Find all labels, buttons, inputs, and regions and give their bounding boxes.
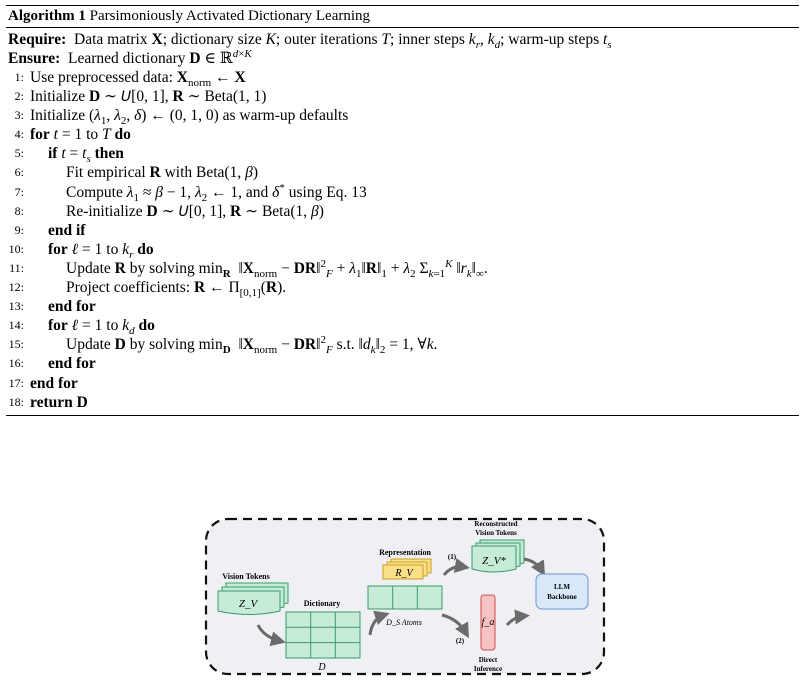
step-1-label: (1) [447,553,457,561]
line-number: 11: [9,260,24,275]
z-v-label: Z_V [238,598,258,610]
ds-atoms-label: D_S Atoms [386,618,422,627]
algo-line-7 [6,183,799,202]
line-text: return D [30,393,88,411]
algorithm-caption [6,6,799,27]
line-text: Project coefficients: R ← $\Pi_{[0,1]}(R)$. [66,279,287,300]
line-number: 15: [8,337,24,352]
algorithm-block [6,5,799,416]
line-text: for ℓ = 1 to $k_d$ do [48,317,155,338]
line-number: 13: [8,299,24,314]
ensure-text: Learned dictionary D ∈ ℝ$^{d\times K}$ [64,47,252,67]
require-line [6,30,799,52]
algo-line-6 [6,163,799,182]
line-text: Initialize D ∼ U[0, 1], R ∼ Beta(1, 1) [30,88,267,106]
require-label: Require: [8,31,67,48]
algorithm-title-rule [6,27,799,28]
llm-label-2: Backbone [547,593,577,601]
line-number: 2: [14,89,24,104]
line-text: if $t = t_s$ then [48,145,124,166]
line-number: 16: [8,356,24,371]
ensure-label: Ensure: [8,50,61,67]
step-2-label: (2) [455,637,465,645]
line-number: 18: [8,394,24,409]
line-text: Update D by solving $\min_D$ $‖X_{norm}$ − DR‖$^2_F$ s.t. $‖d_k‖_2 = 1$, ∀k. [66,334,438,357]
algo-line-10 [6,240,799,259]
algo-line-18 [6,393,799,412]
line-number: 4: [14,127,24,142]
line-text: for ℓ = 1 to $k_r$ do [48,240,154,261]
line-number: 6: [14,165,24,180]
direct-label-2: Inference [473,665,503,673]
llm-backbone-box [536,574,588,609]
reconstructed-label-2: Vision Tokens [475,529,517,537]
line-number: 9: [14,222,24,237]
dictionary-d-label: D [318,662,326,673]
line-number: 7: [14,184,24,199]
line-text: end for [48,355,96,373]
line-text: end for [48,298,96,316]
line-text: end if [48,221,86,239]
line-number: 8: [14,203,24,218]
z-v-star-label: Z_V* [482,555,506,567]
ensure-line [6,49,799,68]
line-number: 17: [8,375,24,390]
algo-line-12 [6,278,799,300]
algo-line-1 [6,68,799,90]
fa-label: f_a [481,617,495,628]
representation-label: Representation [379,548,431,557]
algo-line-13 [6,297,799,316]
line-text: Update R by solving $\min_R$ $‖X_{norm}$ − DR‖$^2_F$ + $\lambda_1‖R‖_1 + \lambda_2$ $\Sigma_{k=1}^K$ $‖r_k‖_\infty$. [66,257,488,281]
reconstructed-label-1: Reconstructed [474,520,518,528]
pipeline-diagram [202,515,608,678]
line-text: Initialize ($\lambda_1$, $\lambda_2$, δ) ← (0, 1, 0) as warm-up defaults [30,107,349,128]
algo-line-2 [6,87,799,106]
direct-label-1: Direct [478,656,498,664]
line-number: 1: [14,70,24,84]
line-number: 10: [8,241,24,256]
algorithm-title: Parsimoniously Activated Dictionary Learning [89,8,371,24]
line-number: 12: [8,280,24,295]
line-text: Re-initialize D ∼ U[0, 1], R ∼ Beta(1, β) [66,202,324,220]
algo-line-5 [6,144,799,166]
vision-tokens-label: Vision Tokens [222,572,270,581]
line-text: Fit empirical R with Beta(1, β) [66,164,258,182]
algo-line-17 [6,374,799,393]
algo-line-14 [6,316,799,338]
algorithm-label: Algorithm 1 [8,8,86,24]
r-v-label: R_V [395,568,413,579]
require-text: Data matrix X; dictionary size K; outer iterations T; inner steps $k_r$, $k_d$; warm-up steps $t_s$ [70,31,612,52]
llm-label-1: LLM [554,583,570,591]
algo-line-15 [6,334,799,357]
algorithm-bottom-rule [6,415,799,416]
algo-line-16 [6,354,799,373]
line-text: Compute $\lambda_1 \approx \beta - 1$, $\lambda_2$ ← 1, and δ* using Eq. 13 [66,181,367,204]
algo-line-3 [6,106,799,128]
line-number: 3: [14,108,24,123]
algo-line-4 [6,125,799,144]
ds-atoms-row [368,586,442,609]
algo-line-11 [6,257,799,281]
algo-line-8 [6,202,799,221]
line-number: 14: [8,318,24,333]
line-text: end for [30,374,78,392]
line-number: 5: [14,146,24,161]
line-text: for t = 1 to T do [30,126,131,144]
pipeline-svg [202,515,608,678]
line-text: Use preprocessed data: $X_{norm}$ ← X [30,69,246,90]
dictionary-grid [286,612,360,658]
dictionary-label: Dictionary [303,599,341,608]
algo-line-9 [6,221,799,240]
